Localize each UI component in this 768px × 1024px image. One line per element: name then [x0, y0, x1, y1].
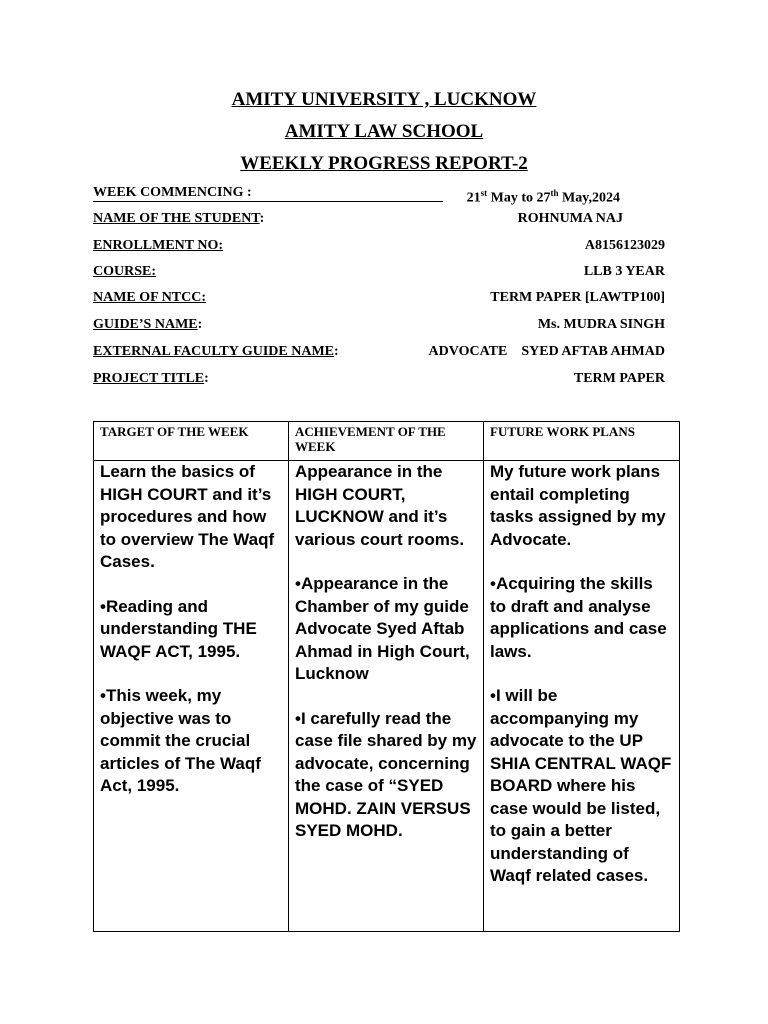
- external-guide-label: EXTERNAL FACULTY GUIDE NAME:: [93, 344, 339, 359]
- student-row: [93, 210, 665, 230]
- achievement-item: •I carefully read the case file shared by my advocate, concerning the case of “SYED MOHD. ZAIN VERSUS SYED MOHD.: [295, 708, 477, 840]
- header-achievement: ACHIEVEMENT OF THE WEEK: [289, 422, 484, 461]
- future-item: •I will be accompanying my advocate to the UP SHIA CENTRAL WAQF BOARD where his case would be listed, to gain a better understanding of Waqf related cases.: [490, 686, 672, 885]
- achievement-item: •Appearance in the Chamber of my guide Advocate Syed Aftab Ahmad in High Court, Lucknow: [295, 574, 470, 683]
- progress-table: [93, 421, 680, 932]
- enrollment-row: [93, 237, 665, 257]
- header-target: TARGET OF THE WEEK: [94, 422, 289, 461]
- week-value: 21st May to 27th May,2024: [466, 188, 620, 206]
- guide-value: Ms. MUDRA SINGH: [537, 317, 665, 332]
- ntcc-row: [93, 289, 665, 309]
- header-future: FUTURE WORK PLANS: [484, 422, 680, 461]
- future-item: My future work plans entail completing tasks assigned by my Advocate.: [490, 462, 666, 549]
- week-label: WEEK COMMENCING :: [93, 185, 252, 200]
- achievement-cell: [289, 461, 484, 932]
- target-item: •Reading and understanding THE WAQF ACT, 1995.: [100, 596, 257, 661]
- project-label: PROJECT TITLE:: [93, 371, 209, 386]
- external-guide-value: ADVOCATE SYED AFTAB AHMAD: [428, 344, 665, 359]
- school-title: AMITY LAW SCHOOL: [284, 121, 484, 142]
- course-label: COURSE:: [93, 264, 157, 279]
- ntcc-value: TERM PAPER [LAWTP100]: [490, 290, 665, 305]
- future-item: •Acquiring the skills to draft and analyse applications and case laws.: [490, 574, 667, 661]
- guide-label: GUIDE’S NAME:: [93, 317, 203, 332]
- target-cell: [94, 461, 289, 932]
- future-cell: [484, 461, 680, 932]
- enrollment-value: A8156123029: [584, 238, 665, 253]
- university-title: AMITY UNIVERSITY , LUCKNOW: [231, 89, 537, 110]
- table-header-row: [94, 422, 680, 461]
- ntcc-label: NAME OF NTCC:: [93, 290, 207, 305]
- achievement-item: Appearance in the HIGH COURT, LUCKNOW and it’s various court rooms.: [295, 462, 465, 549]
- project-value: TERM PAPER: [573, 371, 665, 386]
- table-row: [94, 461, 680, 932]
- student-label: NAME OF THE STUDENT:: [93, 211, 265, 226]
- course-value: LLB 3 YEAR: [583, 264, 665, 279]
- target-item: Learn the basics of HIGH COURT and it’s procedures and how to overview The Waqf Cases.: [100, 462, 275, 571]
- guide-row: [93, 316, 665, 336]
- course-row: [93, 263, 665, 283]
- week-underline: [93, 201, 443, 202]
- enrollment-label: ENROLLMENT NO:: [93, 238, 224, 253]
- student-value: ROHNUMA NAJ: [517, 211, 623, 226]
- project-row: [93, 370, 665, 390]
- report-title: WEEKLY PROGRESS REPORT-2: [240, 153, 528, 174]
- target-item: •This week, my objective was to commit the crucial articles of The Waqf Act, 1995.: [100, 686, 261, 795]
- external-guide-row: [93, 343, 665, 363]
- week-row: [93, 184, 665, 204]
